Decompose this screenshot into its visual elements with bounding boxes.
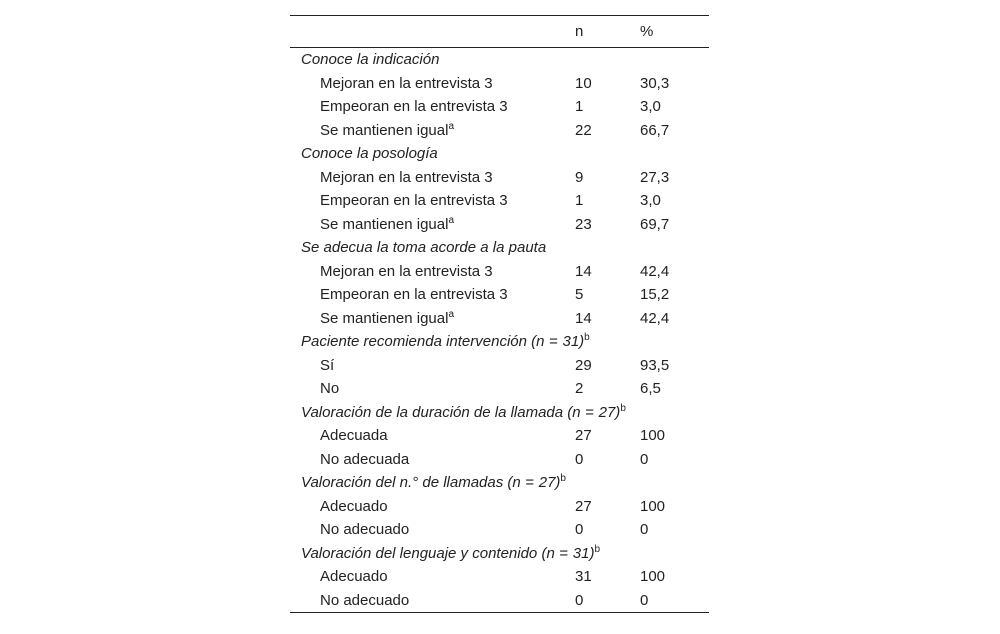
bottom-rule: [290, 612, 709, 613]
section-row: [290, 330, 709, 354]
row-n: 14: [575, 262, 592, 280]
equals-sign: =: [585, 403, 594, 421]
equals-sign: =: [559, 544, 569, 562]
row-label-text: Sí: [320, 356, 335, 374]
row-label: [320, 565, 388, 589]
section-row: [290, 542, 709, 566]
row-n: 27: [575, 497, 592, 515]
row-label: [320, 95, 508, 119]
header-pct: %: [640, 23, 654, 40]
row-label-text: Adecuada: [320, 427, 388, 444]
row-pct: 0: [640, 521, 649, 538]
table-row: [290, 72, 709, 96]
table-row: [290, 283, 709, 307]
section-title: [301, 471, 566, 495]
row-label-text: No adecuada: [320, 450, 410, 468]
table-row: [290, 166, 709, 190]
table-row: [290, 354, 709, 378]
section-title: [301, 330, 590, 354]
section-title-text: Valoración de la duración de la llamada (n: [301, 403, 581, 421]
section-title: [301, 48, 439, 72]
row-label: [320, 354, 334, 378]
section-row: [290, 401, 709, 425]
row-n: 31: [575, 568, 592, 585]
row-label: [320, 119, 454, 143]
row-label: [320, 260, 493, 284]
row-label: [320, 377, 339, 401]
row-pct: 15,2: [640, 286, 670, 303]
footnote-mark: a: [448, 214, 454, 226]
section-title-text: Paciente recomienda intervención (n: [301, 333, 545, 350]
row-label-text: Empeoran en la entrevista 3: [320, 192, 508, 209]
row-n: 0: [575, 521, 584, 538]
section-title-text: Se adecua la toma acorde a la pauta: [301, 239, 547, 256]
row-label-text: Adecuado: [320, 497, 388, 515]
row-n: 5: [575, 286, 584, 303]
section-title-text: Valoración del lenguaje y contenido (n: [301, 544, 555, 562]
row-pct: 100: [640, 497, 666, 515]
row-n: 0: [575, 450, 584, 468]
row-n: 27: [575, 427, 592, 444]
row-label-text: Mejoran en la entrevista 3: [320, 74, 493, 92]
table-row: [290, 213, 709, 237]
row-n: 0: [575, 591, 584, 609]
row-pct: 0: [640, 450, 649, 468]
row-n: 2: [575, 380, 584, 397]
section-title-text: Conoce la indicación: [301, 51, 440, 68]
section-title: [301, 142, 438, 166]
row-n: 1: [575, 98, 584, 115]
table-row: [290, 589, 709, 613]
table-row: [290, 495, 709, 519]
row-label: [320, 424, 388, 448]
table-row: [290, 377, 709, 401]
row-pct: 100: [640, 568, 666, 585]
table-body: [290, 48, 709, 612]
row-label: [320, 166, 493, 190]
section-row: [290, 48, 709, 72]
section-row: [290, 142, 709, 166]
section-title-count: 31): [572, 544, 595, 562]
row-n: 1: [575, 192, 584, 209]
section-title-text: Conoce la posología: [301, 145, 438, 162]
section-title-count: 27): [598, 403, 621, 421]
section-title: [301, 401, 626, 425]
header-row: [290, 16, 709, 47]
results-table: [290, 15, 709, 613]
section-title-count: 27): [538, 474, 561, 491]
section-row: [290, 236, 709, 260]
row-pct: 3,0: [640, 98, 661, 115]
equals-sign: =: [525, 474, 535, 491]
row-pct: 66,7: [640, 121, 670, 139]
row-n: 9: [575, 168, 584, 186]
row-pct: 93,5: [640, 356, 670, 374]
row-n: 29: [575, 356, 592, 374]
row-n: 10: [575, 74, 592, 92]
row-label-text: Empeoran en la entrevista 3: [320, 286, 508, 303]
table-row: [290, 189, 709, 213]
footnote-mark: b: [560, 473, 566, 484]
row-pct: 0: [640, 591, 649, 609]
row-n: 22: [575, 121, 592, 139]
header-n: n: [575, 23, 584, 40]
row-label: [320, 518, 409, 542]
row-pct: 30,3: [640, 74, 670, 92]
equals-sign: =: [549, 333, 558, 350]
row-label-text: Se mantienen igual: [320, 215, 449, 233]
row-label: [320, 448, 409, 472]
row-label: [320, 307, 454, 331]
row-label-text: Adecuado: [320, 568, 388, 585]
row-label: [320, 213, 454, 237]
row-pct: 6,5: [640, 380, 661, 397]
section-title: [301, 542, 600, 566]
table-row: [290, 119, 709, 143]
table-row: [290, 307, 709, 331]
row-pct: 42,4: [640, 262, 670, 280]
row-label-text: Mejoran en la entrevista 3: [320, 262, 493, 280]
table-row: [290, 424, 709, 448]
table-row: [290, 518, 709, 542]
row-label-text: Se mantienen igual: [320, 121, 449, 139]
footnote-mark: a: [448, 308, 454, 320]
table-row: [290, 448, 709, 472]
footnote-mark: b: [594, 543, 601, 555]
row-label-text: No adecuado: [320, 591, 410, 609]
section-title-count: 31): [562, 333, 585, 350]
row-label-text: No adecuado: [320, 521, 410, 538]
row-label: [320, 72, 493, 96]
section-title-text: Valoración del n.° de llamadas (n: [301, 474, 521, 491]
table-row: [290, 95, 709, 119]
table-row: [290, 565, 709, 589]
row-pct: 3,0: [640, 192, 661, 209]
row-n: 14: [575, 309, 592, 327]
row-pct: 42,4: [640, 309, 670, 327]
row-n: 23: [575, 215, 592, 233]
row-label: [320, 189, 508, 213]
row-label: [320, 283, 508, 307]
section-row: [290, 471, 709, 495]
section-title: [301, 236, 546, 260]
row-pct: 100: [640, 427, 666, 444]
footnote-mark: a: [448, 120, 454, 132]
row-label-text: Mejoran en la entrevista 3: [320, 168, 493, 186]
row-pct: 69,7: [640, 215, 670, 233]
footnote-mark: b: [584, 332, 590, 343]
table-row: [290, 260, 709, 284]
row-label-text: Empeoran en la entrevista 3: [320, 98, 508, 115]
footnote-mark: b: [620, 402, 626, 414]
row-label: [320, 589, 409, 613]
row-label-text: No: [320, 380, 340, 397]
row-label: [320, 495, 388, 519]
row-pct: 27,3: [640, 168, 670, 186]
row-label-text: Se mantienen igual: [320, 309, 449, 327]
